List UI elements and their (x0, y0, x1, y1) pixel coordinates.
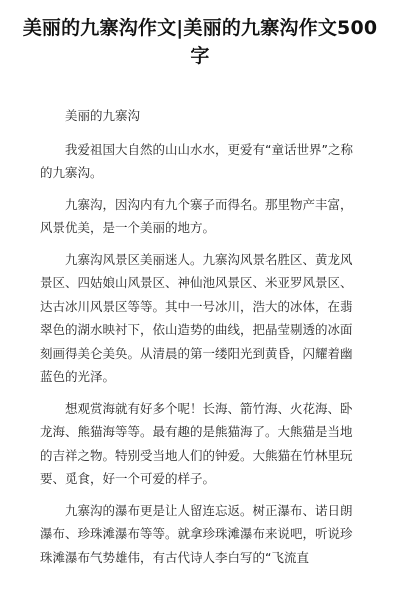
document-title: 美丽的九寨沟作文|美丽的九寨沟作文500字 (22, 17, 378, 67)
article-paragraph: 九寨沟的瀑布更是让人留连忘返。树正瀑布、诺日朗瀑布、珍珠滩瀑布等等。就拿珍珠滩瀑布来说吧，听说珍珠滩瀑布气势雄伟，有古代诗人李白写的“飞流直 (40, 502, 353, 565)
article-paragraph: 九寨沟风景区美丽迷人。九寨沟风景名胜区、黄龙风景区、四姑娘山风景区、神仙池风景区、米亚罗风景区、达古冰川风景区等等。其中一号冰川，浩大的冰体，在翡翠色的湖水映衬下，依山造势的曲线，把晶莹剔透的冰面刻画得美仑美奂。从清晨的第一缕阳光到黄昏，闪耀着幽蓝色的光泽。 (40, 251, 353, 384)
article-heading: 美丽的九寨沟 (65, 108, 141, 123)
article-paragraph: 九寨沟，因沟内有九个寨子而得名。那里物产丰富，风景优美，是一个美丽的地方。 (40, 196, 353, 235)
article-paragraph: 我爱祖国大自然的山山水水，更爱有“童话世界”之称的九寨沟。 (40, 141, 353, 180)
article-body (40, 104, 362, 577)
article-paragraph: 想观赏海就有好多个呢！长海、箭竹海、火花海、卧龙海、熊猫海等等。最有趣的是熊猫海了。大熊猫是当地的吉祥之物。特别受当地人们的钟爱。大熊猫在竹林里玩要、觅食，好一个可爱的样子。 (40, 400, 353, 486)
